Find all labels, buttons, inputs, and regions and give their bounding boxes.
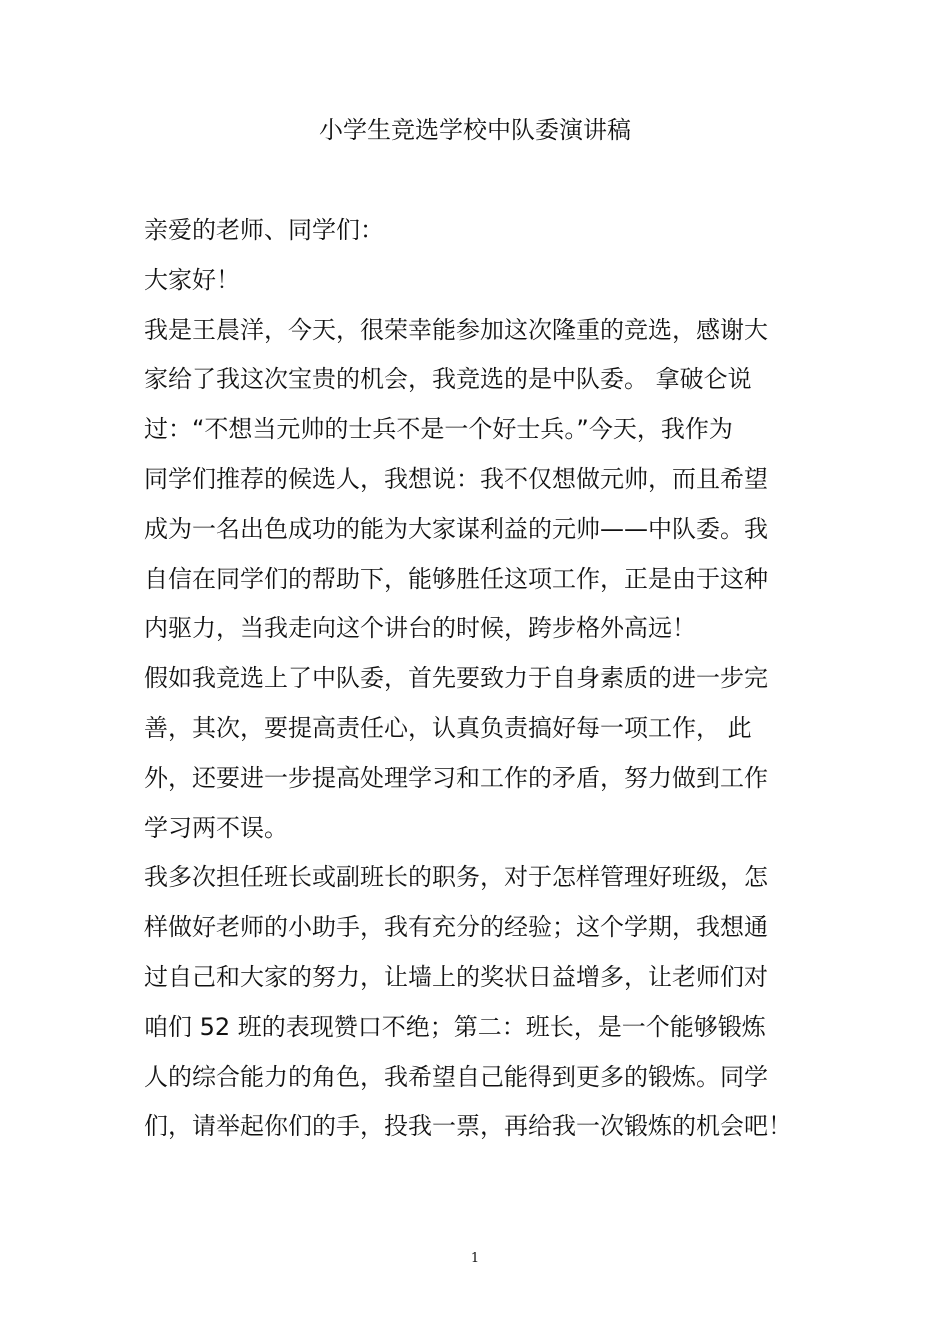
body-line: 我多次担任班长或副班长的职务，对于怎样管理好班级，怎 [144, 863, 768, 892]
body-line: 过自己和大家的努力，让墙上的奖状日益增多，让老师们对 [144, 962, 768, 991]
body-line: 样做好老师的小助手，我有充分的经验；这个学期，我想通 [144, 913, 768, 942]
body-line: 善，其次，要提高责任心，认真负责搞好每一项工作， 此 [144, 713, 752, 742]
document-title: 小学生竞选学校中队委演讲稿 [319, 116, 631, 144]
body-line: 家给了我这次宝贵的机会，我竞选的是中队委。 拿破仑说 [144, 365, 752, 394]
document-body [144, 206, 814, 1152]
body-line: 假如我竞选上了中队委，首先要致力于自身素质的进一步完 [144, 664, 768, 693]
body-line: 人的综合能力的角色，我希望自己能得到更多的锻炼。同学 [144, 1062, 768, 1091]
body-line: 我是王晨洋，今天，很荣幸能参加这次隆重的竞选，感谢大 [144, 315, 768, 344]
body-line: 咱们 52 班的表现赞口不绝；第二：班长，是一个能够锻炼 [144, 1012, 766, 1041]
body-line: 大家好！ [144, 265, 240, 294]
body-line: 过：“不想当元帅的士兵不是一个好士兵。”今天，我作为 [144, 415, 733, 444]
body-line: 亲爱的老师、同学们： [144, 216, 384, 244]
body-line: 们，请举起你们的手，投我一票，再给我一次锻炼的机会吧！ [144, 1112, 792, 1141]
body-line: 内驱力，当我走向这个讲台的时候，跨步格外高远！ [144, 614, 696, 643]
body-line: 外，还要进一步提高处理学习和工作的矛盾，努力做到工作 [144, 763, 768, 792]
body-line: 成为一名出色成功的能为大家谋利益的元帅——中队委。我 [144, 514, 768, 543]
body-line: 同学们推荐的候选人，我想说：我不仅想做元帅，而且希望 [144, 464, 768, 493]
body-line: 学习两不误。 [144, 813, 288, 842]
page-number: 1 [470, 1251, 480, 1266]
body-line: 自信在同学们的帮助下，能够胜任这项工作，正是由于这种 [144, 564, 768, 593]
